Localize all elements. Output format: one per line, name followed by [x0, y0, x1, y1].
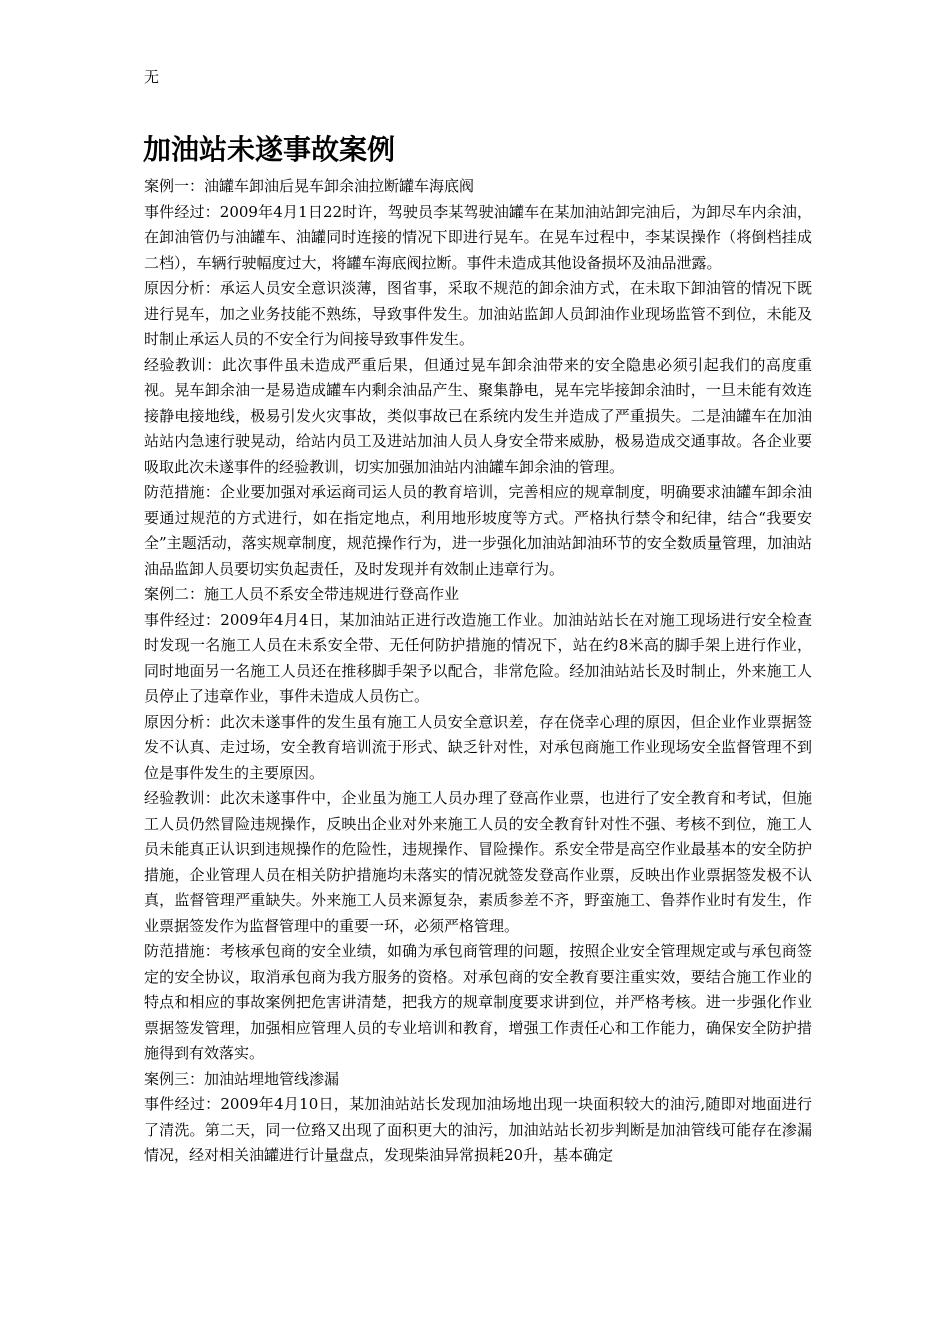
case-two-lessons: 经验教训：此次未遂事件中，企业虽为施工人员办理了登高作业票，也进行了安全教育和考试，但施工人员仍然冒险违规操作，反映出企业对外来施工人员的安全教育针对性不强、考核不到位，施工人员未能真正认识到违规操作的危险性，违规操作、冒险操作。系安全带是高空作业最基本的安全防护措施，企业管理人员在相关防护措施均未落实的情况就签发登高作业票，反映出作业票据签发极不认真，监督管理严重缺失。外来施工人员来源复杂，素质参差不齐，野蛮施工、鲁莽作业时有发生，作业票据签发作为监督管理中的重要一环，必须严格管理。	[144, 789, 812, 935]
case-two-heading: 案例二：施工人员不系安全带违规进行登高作业	[144, 585, 460, 603]
case-three-heading: 案例三：加油站埋地管线渗漏	[144, 1069, 340, 1088]
document-body	[144, 174, 812, 1169]
case-two-event: 事件经过：2009年4月4日，某加油站正进行改造施工作业。加油站站长在对施工现场进行安全检查时发现一名施工人员在未系安全带、无任何防护措施的情况下，站在约8米高的脚手架上进行作业，同时地面另一名施工人员还在推移脚手架予以配合，非常危险。经加油站站长及时制止，外来施工人员停止了违章作业，事件未造成人员伤亡。	[144, 610, 812, 705]
case-one-event: 事件经过：2009年4月1日22时许，驾驶员李某驾驶油罐车在某加油站卸完油后，为卸尽车内余油，在卸油管仍与油罐车、油罐同时连接的情况下即进行晃车。在晃车过程中，李某误操作（将倒档挂成二档），车辆行驶幅度过大，将罐车海底阀拉断。事件未造成其他设备损坏及油品泄露。	[144, 202, 812, 272]
case-two-cause: 原因分析：此次未遂事件的发生虽有施工人员安全意识差，存在侥幸心理的原因，但企业作业票据签发不认真、走过场，安全教育培训流于形式、缺乏针对性，对承包商施工作业现场安全监督管理不到位是事件发生的主要原因。	[144, 712, 812, 782]
case-one-heading: 案例一：油罐车卸油后晃车卸余油拉断罐车海底阀	[144, 177, 475, 195]
case-one-lessons: 经验教训：此次事件虽未造成严重后果，但通过晃车卸余油带来的安全隐患必须引起我们的高度重视。晃车卸余油一是易造成罐车内剩余油品产生、聚集静电，晃车完毕接卸余油时，一旦未能有效连接静电接地线，极易引发火灾事故，类似事故已在系统内发生并造成了严重损失。二是油罐车在加油站站内急速行驶晃动，给站内员工及进站加油人员人身安全带来威胁，极易造成交通事故。各企业要吸取此次未遂事件的经验教训，切实加强加油站内油罐车卸余油的管理。	[144, 355, 812, 476]
document-title: 加油站未遂事故案例	[143, 133, 396, 166]
header-mark: 无	[144, 68, 160, 86]
case-three-event: 事件经过：2009年4月10日，某加油站站长发现加油场地出现一块面积较大的油污,随即对地面进行了清洗。第二天，同一位臵又出现了面积更大的油污，加油站站长初步判断是加油管线可能存在渗漏情况，经对相关油罐进行计量盘点，发现柴油异常损耗20升，基本确定	[144, 1095, 812, 1164]
case-one-cause: 原因分析：承运人员安全意识淡薄，图省事，采取不规范的卸余油方式，在未取下卸油管的情况下既进行晃车，加之业务技能不熟练，导致事件发生。加油站监卸人员卸油作业现场监管不到位，未能及时制止承运人员的不安全行为间接导致事件发生。	[144, 279, 812, 348]
case-two-prevention: 防范措施：考核承包商的安全业绩，如确为承包商管理的问题，按照企业安全管理规定或与承包商签定的安全协议，取消承包商为我方服务的资格。对承包商的安全教育要注重实效，要结合施工作业的特点和相应的事故案例把危害讲清楚，把我方的规章制度要求讲到位，并严格考核。进一步强化作业票据签发管理，加强相应管理人员的专业培训和教育，增强工作责任心和工作能力，确保安全防护措施得到有效落实。	[144, 942, 812, 1062]
case-one-prevention: 防范措施：企业要加强对承运商司运人员的教育培训，完善相应的规章制度，明确要求油罐车卸余油要通过规范的方式进行，如在指定地点，利用地形坡度等方式。严格执行禁令和纪律，结合“我要安全”主题活动，落实规章制度，规范操作行为，进一步强化加油站卸油环节的安全数质量管理，加油站油品监卸人员要切实负起责任，及时发现并有效制止违章行为。	[144, 483, 812, 578]
